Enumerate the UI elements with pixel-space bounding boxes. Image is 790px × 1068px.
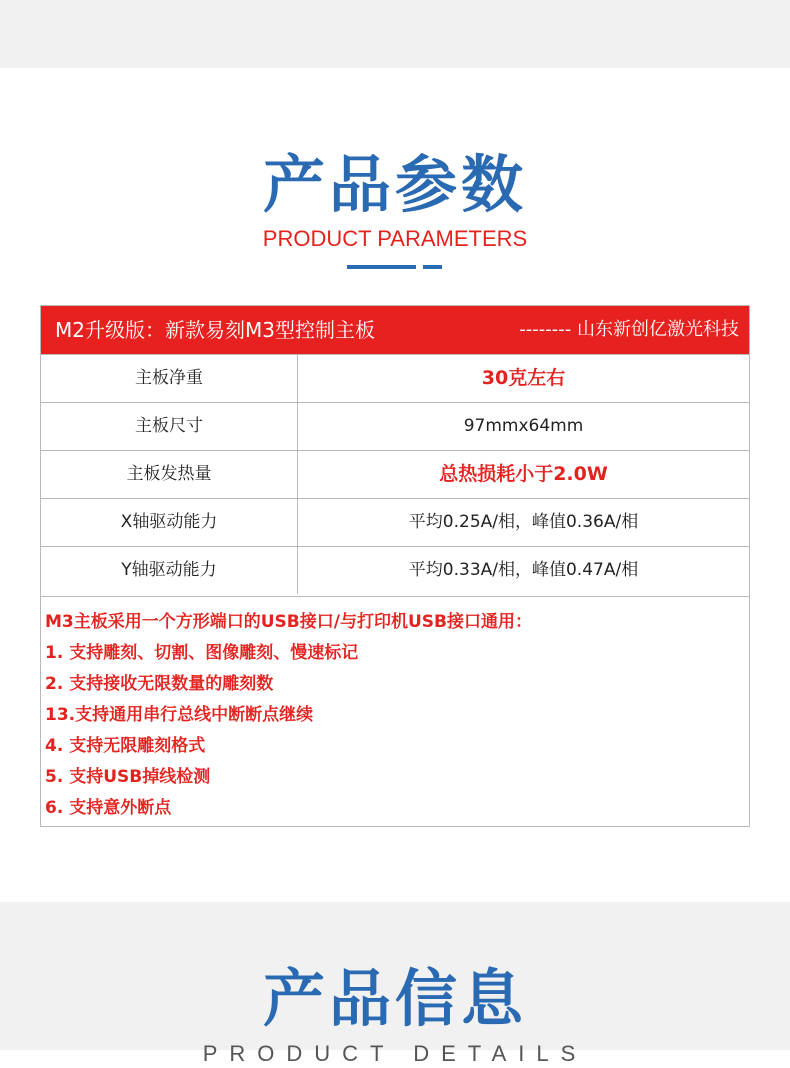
table-row (41, 498, 749, 546)
section-title-cn: 产品参数 (262, 148, 527, 221)
spec-label: X轴驱动能力 (41, 499, 298, 546)
spec-value: 总热损耗小于2.0W (439, 463, 608, 485)
spec-table (40, 305, 750, 827)
table-row (41, 402, 749, 450)
note-line: 13.支持通用串行总线中断断点继续 (45, 705, 314, 725)
title-underline-short (423, 265, 442, 269)
table-row (41, 546, 749, 594)
spec-header-title: M2升级版：新款易刻M3型控制主板 (55, 318, 375, 342)
note-line: 5. 支持USB掉线检测 (45, 767, 211, 787)
spec-value: 平均0.33A/相，峰值0.47A/相 (408, 560, 639, 580)
feature-notes (41, 596, 749, 826)
table-row (41, 450, 749, 498)
note-line: 1. 支持雕刻、切割、图像雕刻、慢速标记 (45, 643, 359, 663)
section2-title-cn: 产品信息 (262, 962, 527, 1035)
spec-label: 主板净重 (41, 355, 298, 402)
note-line: 4. 支持无限雕刻格式 (45, 736, 206, 756)
spec-label: Y轴驱动能力 (41, 547, 298, 594)
note-line: M3主板采用一个方形端口的USB接口/与打印机USB接口通用： (45, 612, 532, 632)
table-row (41, 354, 749, 402)
spec-value: 30克左右 (481, 367, 566, 389)
spec-header-company: -------- 山东新创亿激光科技 (519, 319, 739, 340)
spec-value: 97mmx64mm (463, 416, 584, 436)
spec-label: 主板尺寸 (41, 403, 298, 450)
note-line: 2. 支持接收无限数量的雕刻数 (45, 674, 274, 694)
section-title-en: PRODUCT PARAMETERS (262, 226, 528, 251)
title-underline-long (347, 265, 416, 269)
spec-label: 主板发热量 (41, 451, 298, 498)
note-line: 6. 支持意外断点 (45, 798, 172, 818)
spec-header-bar (41, 306, 749, 354)
spec-value: 平均0.25A/相，峰值0.36A/相 (408, 512, 639, 532)
top-gray-band (0, 0, 790, 68)
section2-title-en: PRODUCT DETAILS (202, 1041, 588, 1066)
